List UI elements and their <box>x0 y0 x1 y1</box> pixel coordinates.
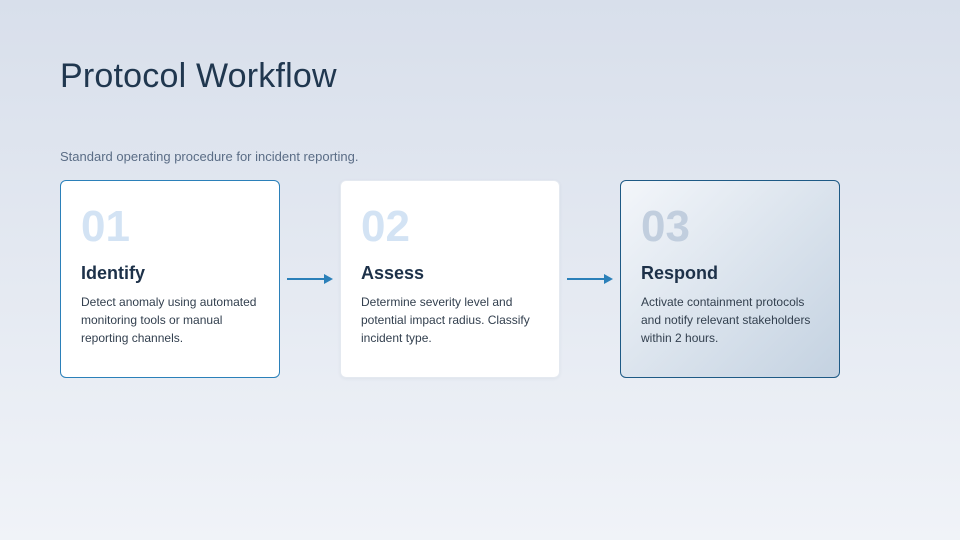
workflow-steps <box>60 180 840 378</box>
step-card-respond <box>620 180 840 378</box>
arrow-head <box>324 274 333 284</box>
step-card-assess <box>340 180 560 378</box>
step-title: Identify <box>81 263 146 283</box>
arrow-right-icon <box>560 180 620 378</box>
arrow-line <box>287 278 324 281</box>
step-number: 02 <box>361 202 410 251</box>
arrow-line <box>567 278 604 281</box>
page-title: Protocol Workflow <box>60 57 337 95</box>
step-description: Activate containment protocols and notify relevant stakeholders within 2 hours. <box>641 295 811 345</box>
step-card-identify <box>60 180 280 378</box>
step-title: Assess <box>361 263 425 283</box>
arrow-right-icon <box>280 180 340 378</box>
step-number: 03 <box>641 202 690 251</box>
step-description: Determine severity level and potential impact radius. Classify incident type. <box>361 295 530 345</box>
step-title: Respond <box>641 263 719 283</box>
page-subtitle: Standard operating procedure for incident reporting. <box>60 149 359 164</box>
step-description: Detect anomaly using automated monitoring tools or manual reporting channels. <box>81 295 257 345</box>
step-number: 01 <box>81 202 130 251</box>
arrow-head <box>604 274 613 284</box>
